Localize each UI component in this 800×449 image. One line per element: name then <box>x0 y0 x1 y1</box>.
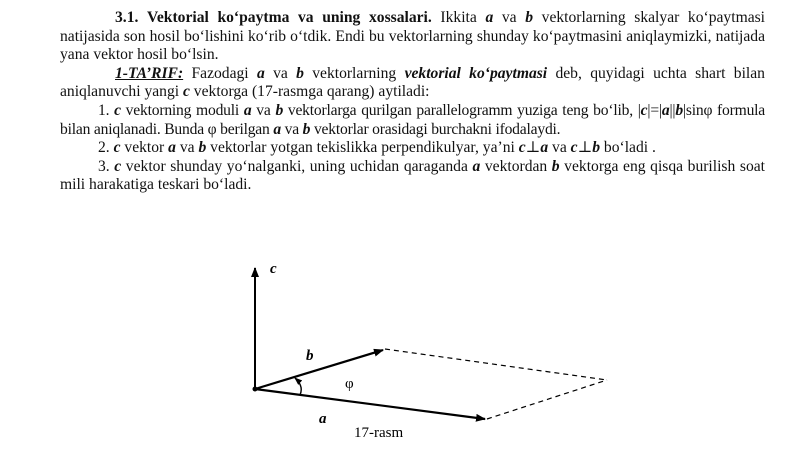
section-text: Ikkita <box>431 9 486 26</box>
figure-caption: 17-rasm <box>354 425 404 441</box>
vector-c: c <box>570 139 578 157</box>
condition-text: vektorlar yotgan tekislikka perpendikulyar, ya’ni <box>206 139 519 157</box>
definition-text: vektorga (17-rasmga qarang) aytiladi: <box>189 83 430 101</box>
label-b: b <box>306 348 314 364</box>
condition-text: vektorning moduli <box>120 101 244 119</box>
condition-text: vektorlarga qurilgan parallelogramm yuziga teng bo‘lib, | <box>283 101 641 119</box>
condition-text: vektor <box>120 139 169 157</box>
vector-b: b <box>551 157 560 175</box>
definition-text: Fazodagi <box>183 64 257 82</box>
parallelogram-dashed-side <box>487 380 607 419</box>
vector-c: c <box>640 101 648 119</box>
condition-text: va <box>548 139 571 157</box>
vector-b: b <box>675 101 683 119</box>
vector-c: c <box>518 139 526 157</box>
vector-b: b <box>296 64 304 82</box>
condition-text: vektorlar orasidagi burchakni ifodalaydi. <box>310 120 561 138</box>
formula-text: || <box>669 101 676 119</box>
label-phi: φ <box>345 376 354 392</box>
definition-text: vektorlarning <box>303 64 405 82</box>
section-number: 3.1. <box>115 9 139 26</box>
condition-number: 1. <box>98 101 115 119</box>
vector-c: c <box>113 139 121 157</box>
condition-text: va <box>251 101 276 119</box>
condition-number: 2. <box>98 139 114 157</box>
vector-c: c <box>114 157 122 175</box>
condition-text: vektordan <box>480 157 552 175</box>
formula-text: |sinφ formula bilan aniqlanadi. Bunda φ berilgan <box>60 101 766 138</box>
vector-a: a <box>243 101 252 119</box>
vector-b: b <box>592 139 601 157</box>
vector-a: a <box>485 9 494 26</box>
angle-phi-arc <box>295 378 301 395</box>
perpendicular-symbol: ⊥ <box>525 139 541 157</box>
condition-text: bo‘ladi . <box>600 139 656 157</box>
vector-c: c <box>182 83 190 101</box>
condition-text: vektor shunday yo‘nalganki, uning uchidan qaraganda <box>121 157 473 175</box>
vector-c: c <box>114 101 121 119</box>
definition-term: vektorial ko‘paytmasi <box>404 64 548 82</box>
condition-text: va <box>175 139 199 157</box>
vector-b: b <box>275 101 284 119</box>
vector-a: a <box>273 120 281 138</box>
vector-a: a <box>540 139 549 157</box>
vector-b: b <box>198 139 207 157</box>
definition-text: va <box>264 64 297 82</box>
vector-a: a <box>168 139 176 157</box>
condition-text: vektorga eng qisqa burilish soat mili harakatiga teskari bo‘ladi. <box>60 157 766 194</box>
definition-text: deb, quyidagi uchta shart bilan aniqlanuvchi yangi <box>60 64 765 101</box>
parallelogram-dashed-top <box>385 349 607 380</box>
vector-b: b <box>302 120 311 138</box>
origin-point <box>253 387 258 392</box>
section-text: va <box>493 9 526 26</box>
vector-b-arrow <box>255 350 383 389</box>
section-text: vektorlarning skalyar ko‘paytmasi natijasida son hosil bo‘lishini ko‘rib o‘tdik. Endi bu vektorlarning shunday ko‘paytmasini aniqlaymizki, natijada yana vektor hosil bo‘lsin. <box>60 9 766 64</box>
vector-a: a <box>661 101 670 119</box>
vector-a: a <box>256 64 265 82</box>
formula-text: |=| <box>647 101 662 119</box>
label-a: a <box>319 411 327 427</box>
perpendicular-symbol: ⊥ <box>577 139 593 157</box>
vector-b: b <box>525 9 534 26</box>
vector-a-arrow <box>255 389 485 419</box>
condition-text: va <box>280 120 303 138</box>
label-c: c <box>270 261 277 277</box>
condition-number: 3. <box>98 157 115 175</box>
section-title: Vektorial ko‘paytma va uning xossalari. <box>147 9 432 26</box>
vector-a: a <box>472 157 481 175</box>
definition-label: 1-TA’RIF: <box>115 64 184 82</box>
